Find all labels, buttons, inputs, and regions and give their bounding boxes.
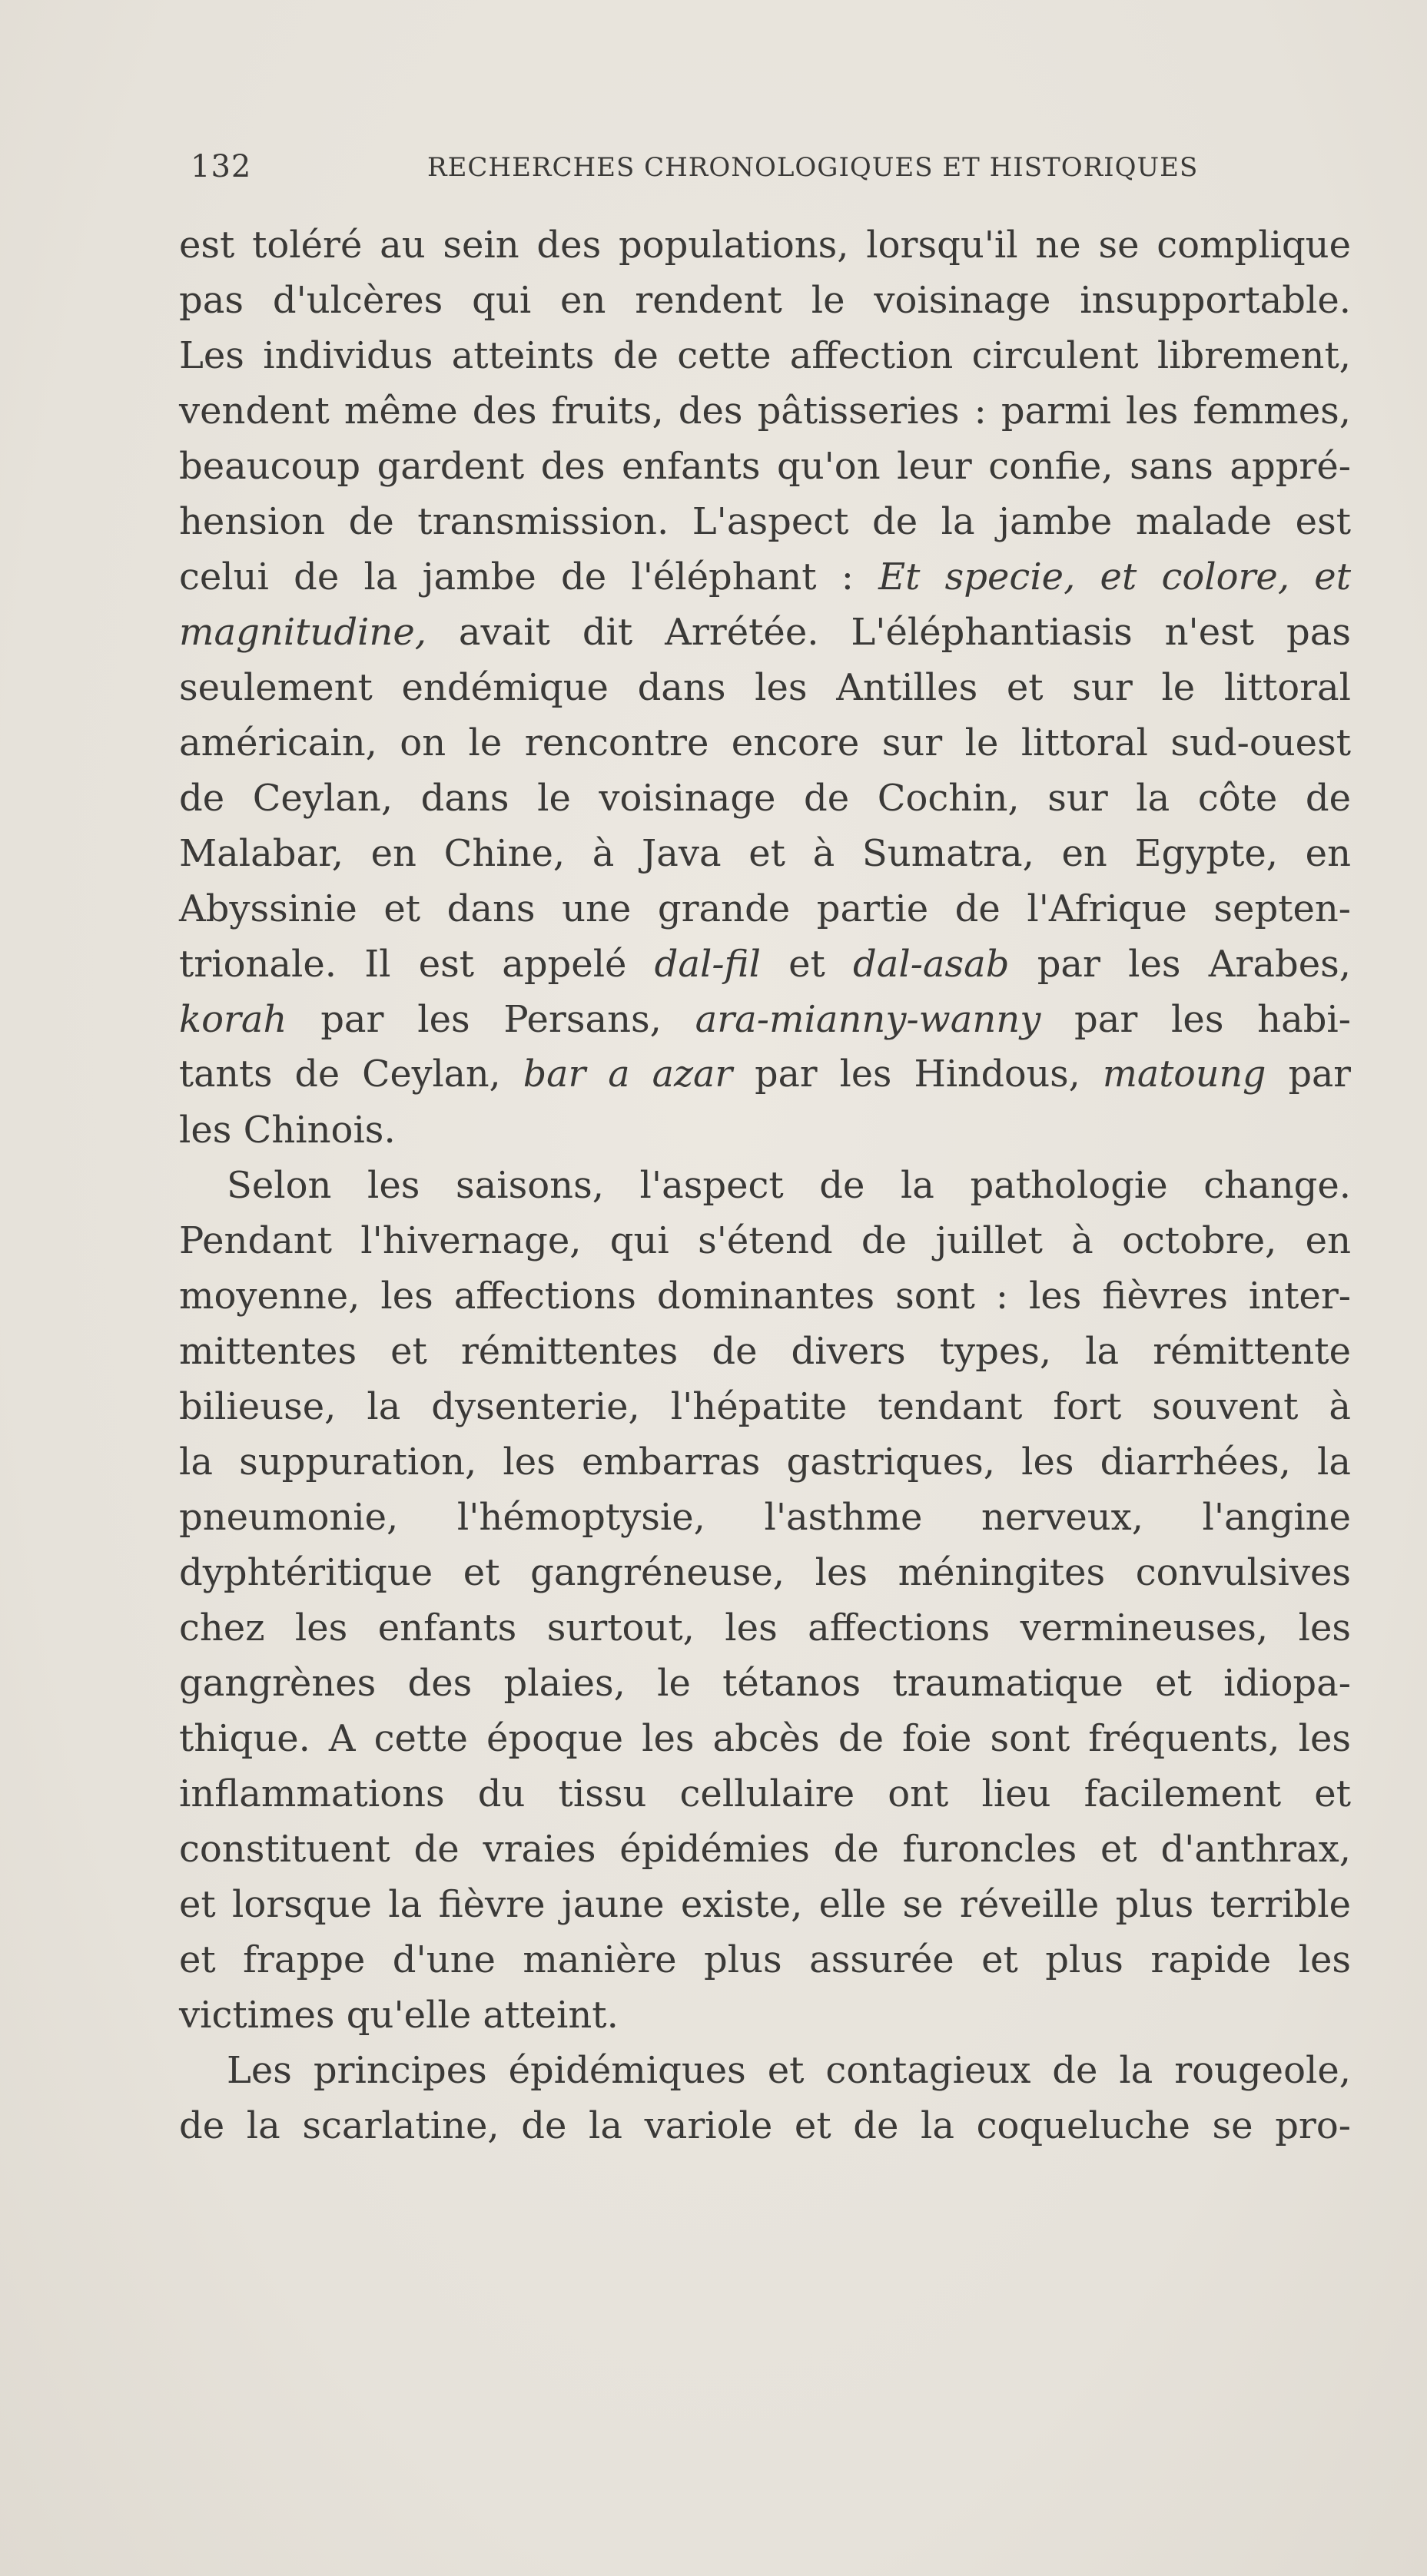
text-run: par les habi- bbox=[1074, 998, 1351, 1041]
text-line: vendent même des fruits, des pâtisseries : parmi les femmes, bbox=[179, 390, 1351, 433]
text-run: par les Arabes, bbox=[1037, 943, 1351, 986]
text-line bbox=[179, 605, 1351, 660]
foreign-term: matoung bbox=[1102, 1053, 1266, 1096]
text-line: thique. A cette époque les abcès de foie sont fréquents, les bbox=[179, 1717, 1351, 1760]
paragraph-1 bbox=[179, 217, 1351, 1158]
text-line bbox=[179, 992, 1351, 1047]
text-run: tants de Ceylan, bbox=[179, 1053, 501, 1096]
text-line bbox=[179, 1047, 1351, 1102]
text-line: moyenne, les affections dominantes sont : les fièvres inter- bbox=[179, 1275, 1351, 1318]
foreign-term: dal-asab bbox=[853, 943, 1010, 986]
text-line: beaucoup gardent des enfants qu'on leur confie, sans appré- bbox=[179, 445, 1351, 488]
text-line: est toléré au sein des populations, lorsqu'il ne se complique bbox=[179, 224, 1351, 267]
text-line: Selon les saisons, l'aspect de la pathologie change. bbox=[227, 1164, 1351, 1207]
text-line: constituent de vraies épidémies de furoncles et d'anthrax, bbox=[179, 1828, 1351, 1871]
text-line: seulement endémique dans les Antilles et sur le littoral bbox=[179, 666, 1351, 709]
text-run: celui de la jambe de l'éléphant : bbox=[179, 555, 854, 598]
foreign-term: korah bbox=[179, 998, 287, 1041]
text-line: Pendant l'hivernage, qui s'étend de juillet à octobre, en bbox=[179, 1219, 1351, 1262]
text-line bbox=[179, 937, 1351, 992]
text-run: et bbox=[788, 943, 825, 986]
text-line: mittentes et rémittentes de divers types, la rémittente bbox=[179, 1330, 1351, 1373]
text-run: par les Persans, bbox=[320, 998, 662, 1041]
text-line: victimes qu'elle atteint. bbox=[179, 1994, 619, 2037]
foreign-term: bar a azar bbox=[523, 1053, 733, 1096]
text-line: gangrènes des plaies, le tétanos traumatique et idiopa- bbox=[179, 1662, 1351, 1705]
text-line: de Ceylan, dans le voisinage de Cochin, sur la côte de bbox=[179, 777, 1351, 820]
text-line: hension de transmission. L'aspect de la jambe malade est bbox=[179, 500, 1351, 543]
text-line: Les individus atteints de cette affection circulent librement, bbox=[179, 334, 1351, 377]
paragraph-2 bbox=[179, 1158, 1351, 2043]
body-text bbox=[179, 217, 1351, 2153]
text-line: de la scarlatine, de la variole et de la coqueluche se pro- bbox=[179, 2104, 1351, 2147]
text-line: les Chinois. bbox=[179, 1109, 396, 1152]
text-line: dyphtéritique et gangréneuse, les méningites convulsives bbox=[179, 1551, 1351, 1594]
text-run: par bbox=[1288, 1053, 1351, 1096]
text-line: pneumonie, l'hémoptysie, l'asthme nerveux, l'angine bbox=[179, 1496, 1351, 1539]
foreign-term: dal-fil bbox=[654, 943, 761, 986]
latin-quote: magnitudine, bbox=[179, 611, 426, 654]
foreign-term: ara-mianny-wanny bbox=[695, 998, 1041, 1041]
text-line: Malabar, en Chine, à Java et à Sumatra, en Egypte, en bbox=[179, 832, 1351, 875]
text-line: inflammations du tissu cellulaire ont lieu facilement et bbox=[179, 1772, 1351, 1815]
paragraph-3 bbox=[179, 2043, 1351, 2153]
page-header bbox=[191, 149, 1197, 192]
text-run: par les Hindous, bbox=[755, 1053, 1080, 1096]
text-line: Abyssinie et dans une grande partie de l'Afrique septen- bbox=[179, 887, 1351, 930]
text-line: américain, on le rencontre encore sur le littoral sud-ouest bbox=[179, 721, 1351, 764]
text-line: Les principes épidémiques et contagieux de la rougeole, bbox=[227, 2049, 1351, 2092]
text-run: avait dit Arrétée. L'éléphantiasis n'est pas bbox=[458, 611, 1351, 654]
text-line: bilieuse, la dysenterie, l'hépatite tendant fort souvent à bbox=[179, 1385, 1351, 1428]
text-line: pas d'ulcères qui en rendent le voisinage insupportable. bbox=[179, 279, 1351, 322]
text-line bbox=[179, 549, 1351, 605]
text-run: trionale. Il est appelé bbox=[179, 943, 627, 986]
text-line: la suppuration, les embarras gastriques, les diarrhées, la bbox=[179, 1441, 1351, 1484]
running-title: RECHERCHES CHRONOLOGIQUES ET HISTORIQUES bbox=[427, 152, 1199, 183]
text-line: chez les enfants surtout, les affections vermineuses, les bbox=[179, 1606, 1351, 1649]
text-line: et lorsque la fièvre jaune existe, elle se réveille plus terrible bbox=[179, 1883, 1351, 1926]
latin-quote: Et specie, et colore, et bbox=[878, 555, 1351, 598]
text-line: et frappe d'une manière plus assurée et plus rapide les bbox=[179, 1938, 1351, 1981]
page-number: 132 bbox=[191, 149, 252, 184]
